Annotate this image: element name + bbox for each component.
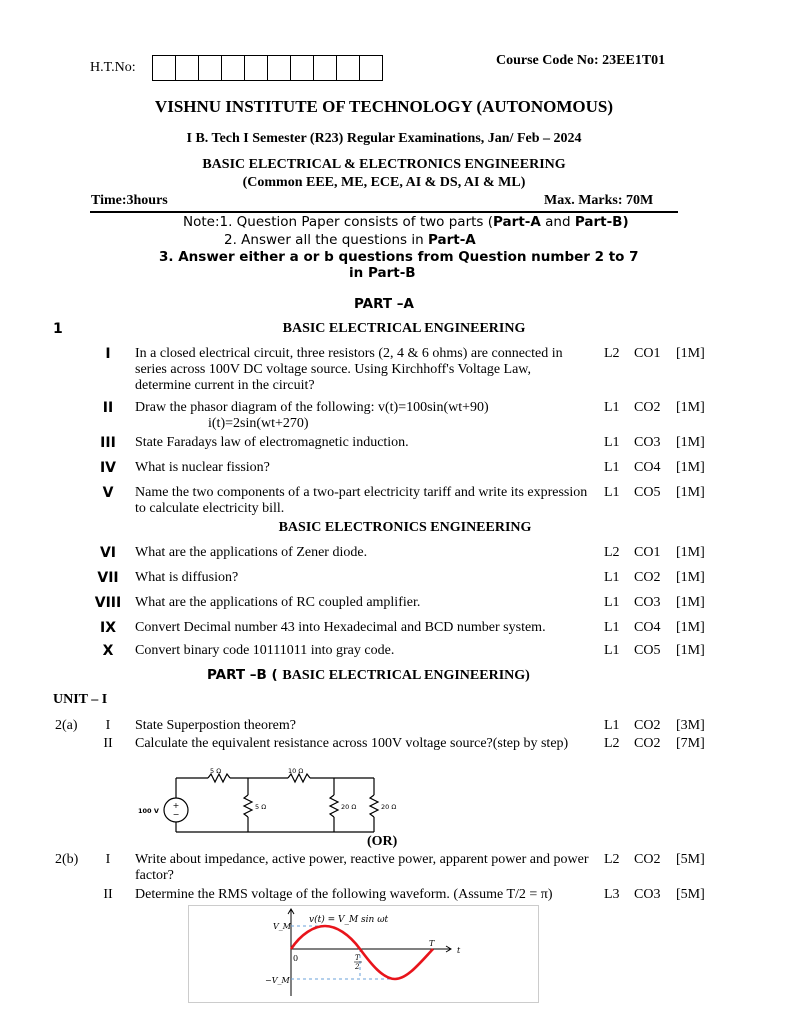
q-co: CO4 [634, 460, 661, 475]
q-num: II [103, 887, 113, 902]
q-text: What are the applications of RC coupled amplifier. [135, 595, 421, 610]
time-label: Time:3hours [91, 193, 168, 208]
ht-no-label: H.T.No: [90, 60, 136, 75]
q-text: Calculate the equivalent resistance across 100V voltage source?(step by step) [135, 736, 569, 751]
part-a-title: PART –A [354, 296, 414, 312]
q-co: CO2 [634, 570, 661, 585]
note-2 [224, 232, 476, 248]
r-series2-label: 10 Ω [288, 767, 304, 775]
neg-vm-label: −V_M [265, 976, 290, 985]
q-level: L1 [604, 435, 620, 450]
q-co: CO5 [634, 485, 661, 500]
part-b-label: PART –B ( [207, 667, 283, 683]
vm-label: V_M [273, 922, 291, 931]
branches: (Common EEE, ME, ECE, AI & DS, AI & ML) [242, 175, 526, 190]
q-num: II [102, 400, 114, 416]
question-2b-number: 2(b) [55, 852, 79, 867]
header-rule [90, 211, 678, 213]
ht-digit-box[interactable] [337, 56, 360, 80]
ht-digit-box[interactable] [199, 56, 222, 80]
q-co: CO1 [634, 545, 661, 560]
q-text-current: i(t)=2sin(wt+270) [208, 416, 309, 431]
or-label: (OR) [367, 834, 398, 849]
q-text: What is diffusion? [135, 570, 239, 585]
q-level: L2 [604, 346, 620, 361]
q-num: VII [97, 570, 119, 586]
q-text: What is nuclear fission? [135, 460, 270, 475]
course-code: Course Code No: 23EE1T01 [496, 53, 666, 68]
q-level: L1 [604, 718, 620, 733]
q-num: V [102, 485, 114, 501]
question-2a-number: 2(a) [55, 718, 78, 733]
q-level: L1 [604, 643, 620, 658]
q-num: I [105, 346, 111, 362]
ht-no-boxes[interactable] [152, 55, 383, 81]
q-text: State Superpostion theorem? [135, 718, 296, 733]
q-marks: [1M] [676, 460, 705, 475]
note-3-line2: in Part-B [349, 265, 416, 281]
q-num: III [100, 435, 116, 451]
section-electrical: BASIC ELECTRICAL ENGINEERING [282, 321, 526, 336]
sine-waveform-figure [188, 905, 539, 1003]
q-level: L1 [604, 595, 620, 610]
r-shunt2-label: 20 Ω [341, 803, 357, 811]
origin-label: 0 [293, 954, 299, 963]
note-1 [183, 214, 629, 230]
t-half-den: 2 [355, 963, 360, 971]
r-series1-label: 5 Ω [210, 767, 222, 775]
t-half-num: T [355, 954, 360, 962]
q-text: Draw the phasor diagram of the following: v(t)=100sin(wt+90) [135, 400, 489, 415]
q-level: L2 [604, 852, 620, 867]
exam-title: I B. Tech I Semester (R23) Regular Examinations, Jan/ Feb – 2024 [186, 131, 582, 146]
q-level: L1 [604, 485, 620, 500]
q-num: IV [99, 460, 117, 476]
note-1-part-b: Part-B) [574, 214, 629, 230]
ht-digit-box[interactable] [176, 56, 199, 80]
q-co: CO4 [634, 620, 661, 635]
q-level: L1 [604, 570, 620, 585]
ht-digit-box[interactable] [245, 56, 268, 80]
q-num: X [102, 643, 114, 659]
note-1-part-a: Part-A [493, 214, 541, 230]
institute-name: VISHNU INSTITUTE OF TECHNOLOGY (AUTONOMOUS) [154, 97, 614, 116]
q-level: L3 [604, 887, 620, 902]
ht-digit-box[interactable] [291, 56, 314, 80]
note-2-part-a: Part-A [427, 232, 476, 248]
q-co: CO2 [634, 718, 661, 733]
q-co: CO3 [634, 887, 661, 902]
note-1-and: and [540, 214, 575, 230]
q-marks: [5M] [676, 887, 705, 902]
waveform-equation: v(t) = V_M sin ωt [309, 915, 389, 925]
q-co: CO2 [634, 852, 661, 867]
q-marks: [1M] [676, 346, 705, 361]
question-1-number: 1 [53, 321, 63, 337]
q-marks: [1M] [676, 400, 705, 415]
q-marks: [1M] [676, 545, 705, 560]
q-num: I [105, 852, 111, 867]
q-text: State Faradays law of electromagnetic induction. [135, 435, 409, 450]
q-level: L1 [604, 400, 620, 415]
note-1-text: Note:1. Question Paper consists of two parts ( [183, 214, 494, 230]
ht-digit-box[interactable] [314, 56, 337, 80]
q-text: What are the applications of Zener diode. [135, 545, 368, 560]
q-marks: [1M] [676, 570, 705, 585]
q-level: L2 [604, 736, 620, 751]
source-label: 100 V [138, 807, 159, 815]
q-num: I [105, 718, 111, 733]
q-marks: [5M] [676, 852, 705, 867]
q-co: CO3 [634, 595, 661, 610]
ht-digit-box[interactable] [268, 56, 291, 80]
part-b-subject: BASIC ELECTRICAL ENGINEERING) [282, 668, 530, 683]
q-text: Determine the RMS voltage of the following waveform. (Assume T/2 = π) [135, 887, 553, 902]
subject-title: BASIC ELECTRICAL & ELECTRONICS ENGINEERING [202, 157, 566, 172]
q-marks: [1M] [676, 435, 705, 450]
r-shunt1-label: 5 Ω [255, 803, 267, 811]
q-marks: [1M] [676, 595, 705, 610]
r-shunt3-label: 20 Ω [381, 803, 397, 811]
resistor-circuit-diagram [130, 765, 397, 837]
q-num: II [103, 736, 113, 751]
note-3-line1: 3. Answer either a or b questions from Question number 2 to 7 [159, 249, 639, 265]
ht-digit-box[interactable] [360, 56, 382, 80]
q-text: Convert binary code 10111011 into gray code. [135, 643, 395, 658]
q-co: CO2 [634, 736, 661, 751]
ht-digit-box[interactable] [153, 56, 176, 80]
q-marks: [3M] [676, 718, 705, 733]
plus-sign: + [172, 801, 180, 810]
t-label: T [429, 939, 435, 948]
q-text: Write about impedance, active power, reactive power, apparent power and power factor? [135, 852, 589, 883]
unit-label: UNIT – I [53, 692, 108, 707]
part-b-title [207, 667, 530, 684]
ht-digit-box[interactable] [222, 56, 245, 80]
note-2-text: 2. Answer all the questions in [224, 232, 428, 248]
section-electronics: BASIC ELECTRONICS ENGINEERING [278, 520, 532, 535]
minus-sign: − [172, 810, 180, 819]
q-level: L2 [604, 545, 620, 560]
time-axis-label: t [457, 946, 461, 955]
q-co: CO2 [634, 400, 661, 415]
q-marks: [1M] [676, 485, 705, 500]
q-marks: [7M] [676, 736, 705, 751]
q-level: L1 [604, 460, 620, 475]
q-co: CO5 [634, 643, 661, 658]
q-num: VI [99, 545, 117, 561]
q-level: L1 [604, 620, 620, 635]
q-text: Name the two components of a two-part electricity tariff and write its expression to calculate electricity bill. [135, 485, 588, 516]
q-co: CO1 [634, 346, 661, 361]
q-num: IX [99, 620, 116, 636]
q-co: CO3 [634, 435, 661, 450]
sine-wave-curve [291, 926, 433, 979]
q-marks: [1M] [676, 643, 705, 658]
q-marks: [1M] [676, 620, 705, 635]
q-text: Convert Decimal number 43 into Hexadecimal and BCD number system. [135, 620, 546, 635]
q-text: In a closed electrical circuit, three resistors (2, 4 & 6 ohms) are connected in series across 100V DC voltage source. Using Kirchhoff's Voltage Law, determine current in the circuit? [135, 346, 563, 393]
q-num: VIII [94, 595, 122, 611]
max-marks: Max. Marks: 70M [544, 193, 654, 208]
